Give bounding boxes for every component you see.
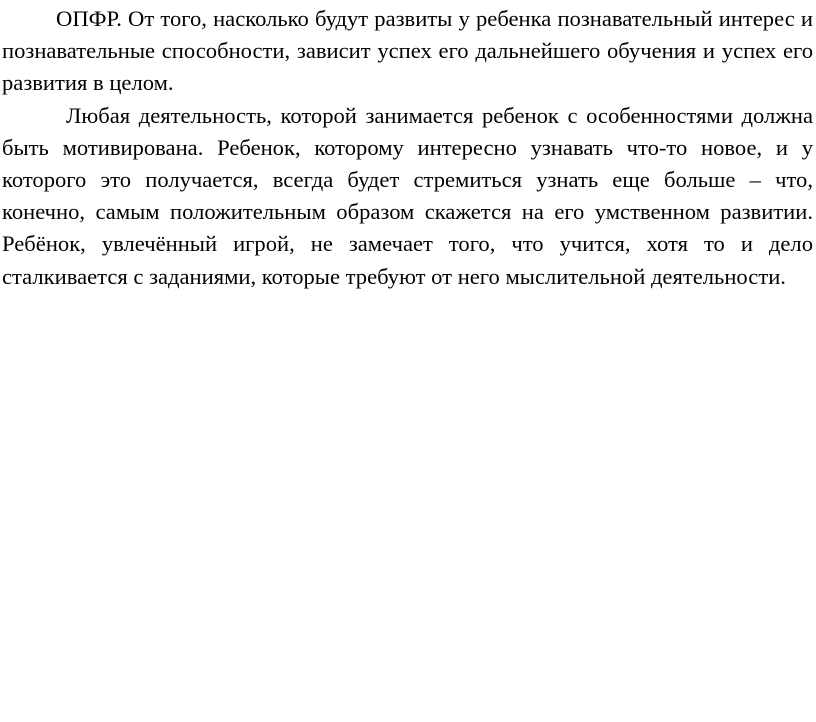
paragraph-1: ОПФР. От того, насколько будут развиты у ребенка познавательный интерес и познавательные способности, зависит успех его дальнейшего обучения и успех его развития в целом. xyxy=(2,6,813,96)
document-body xyxy=(2,3,813,293)
paragraph-2: Любая деятельность, которой занимается ребенок с особенностями должна быть мотивирована. Ребенок, которому интересно узнавать что-то новое, и у которого это получается, всегда будет стремиться узнать еще больше – что, конечно, самым положительным образом скажется на его умственном развитии. Ребёнок, увлечённый игрой, не замечает того, что учится, хотя то и дело сталкивается с заданиями, которые требуют от него мыслительной деятельности. xyxy=(2,102,813,289)
